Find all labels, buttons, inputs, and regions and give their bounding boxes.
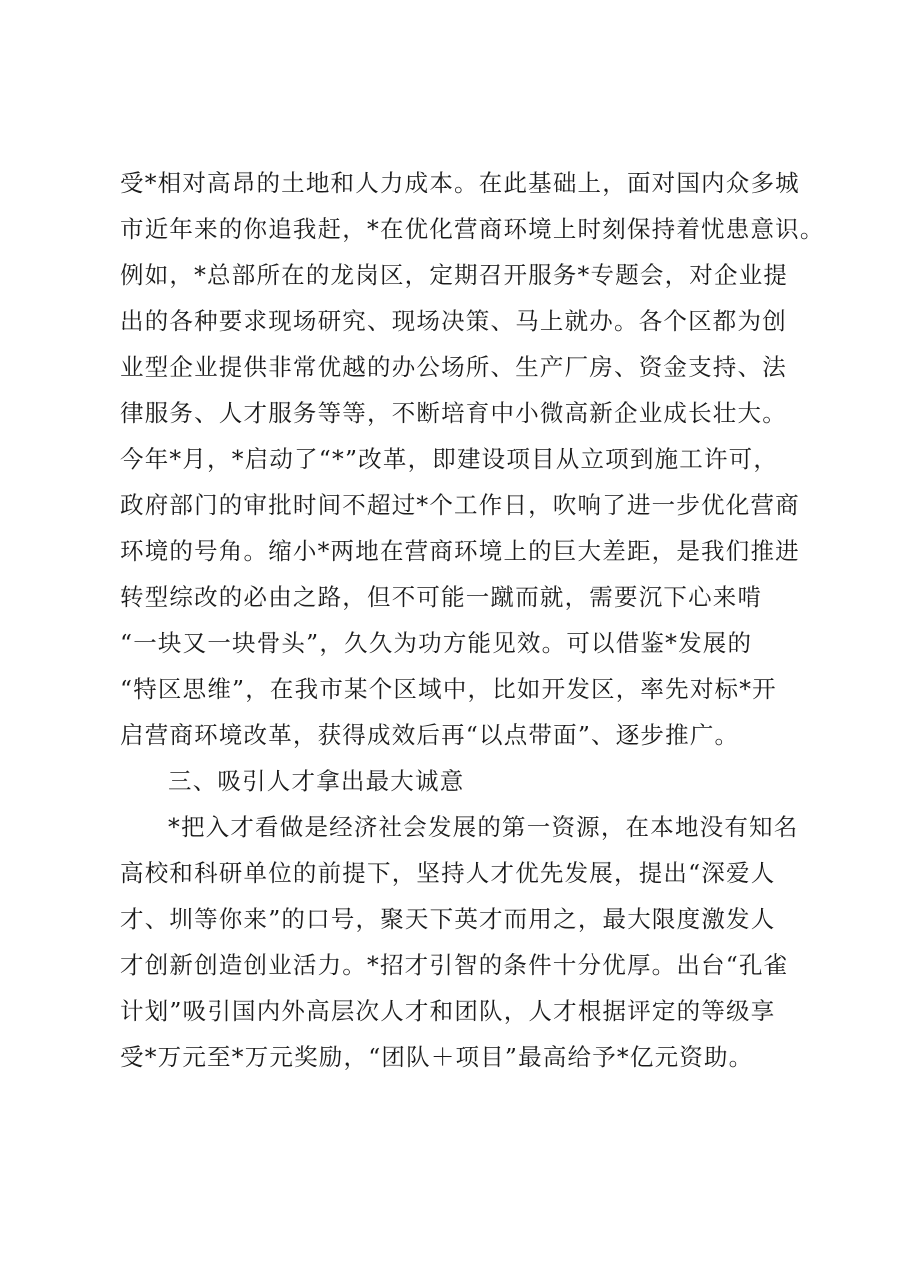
section-heading: 三、吸引人才拿出最大诚意 [168,767,465,795]
paragraph-line: 业型企业提供非常优越的办公场所、生产厂房、资金支持、法 [120,353,787,381]
paragraph-line: *把入才看做是经济社会发展的第一资源，在本地没有知名 [168,813,799,841]
paragraph-line: 例如，*总部所在的龙岗区，定期召开服务*专题会，对企业提 [120,261,789,289]
paragraph-line: 今年*月，*启动了“*”改革，即建设项目从立项到施工许可， [120,445,779,473]
paragraph-line: 政府部门的审批时间不超过*个工作日，吹响了进一步优化营商 [120,491,800,519]
paragraph-line: 高校和科研单位的前提下，坚持人才优先发展，提出“深爱人 [120,859,776,887]
paragraph-line: 受*万元至*万元奖励，“团队＋项目”最高给予*亿元资助。 [120,1043,754,1071]
paragraph-line: 才创新创造创业活力。*招才引智的条件十分优厚。出台“孔雀 [120,951,789,979]
paragraph-line: 才、圳等你来”的口号，聚天下英才而用之，最大限度激发人 [120,905,776,933]
paragraph-line: 市近年来的你追我赶，*在优化营商环境上时刻保持着忧患意识。 [120,215,825,243]
paragraph-line: “特区思维”，在我市某个区域中，比如开发区，率先对标*开 [120,675,777,703]
paragraph-line: 启营商环境改革，获得成效后再“以点带面”、逐步推广。 [120,721,740,749]
paragraph-line: “一块又一块骨头”，久久为功方能见效。可以借鉴*发展的 [120,629,753,657]
paragraph-line: 计划”吸引国内外高层次人才和团队，人才根据评定的等级享 [120,997,776,1025]
paragraph-line: 律服务、人才服务等等，不断培育中小微高新企业成长壮大。 [120,399,787,427]
paragraph-line: 出的各种要求现场研究、现场决策、马上就办。各个区都为创 [120,307,787,335]
paragraph-line: 环境的号角。缩小*两地在营商环境上的巨大差距，是我们推进 [120,537,800,565]
document-body [120,160,825,1080]
paragraph-line: 受*相对高昂的土地和人力成本。在此基础上，面对国内众多城 [120,169,800,197]
paragraph-line: 转型综改的必由之路，但不可能一蹴而就，需要沉下心来啃 [120,583,763,611]
